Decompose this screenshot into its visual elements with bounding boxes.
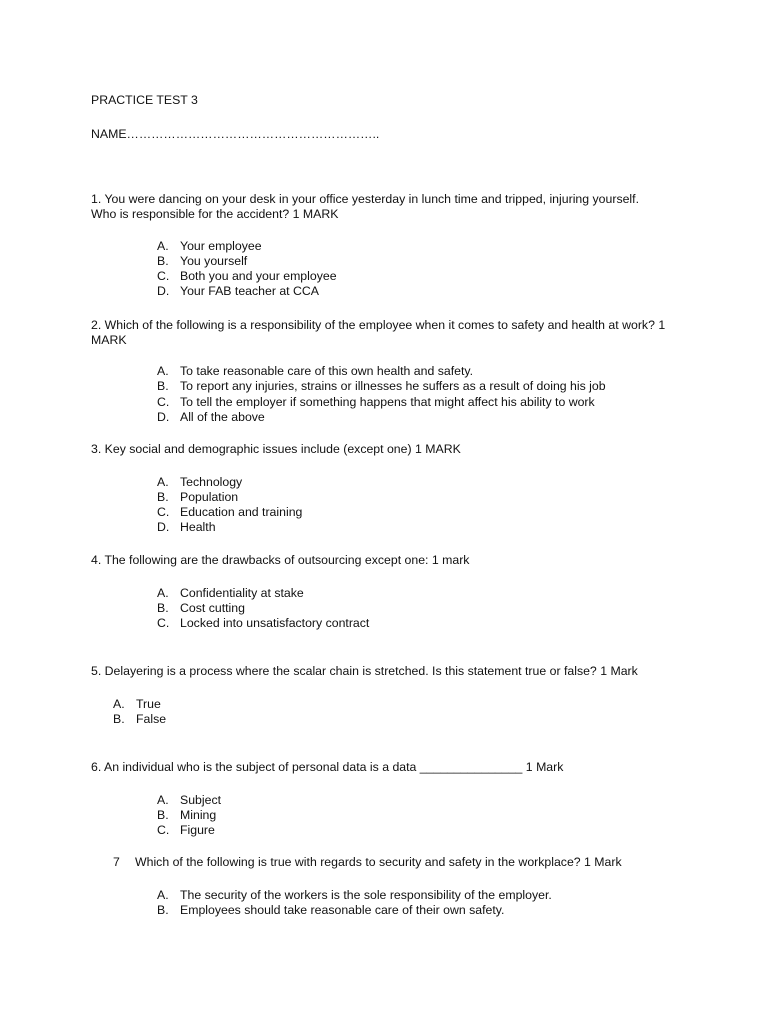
option-text: False bbox=[136, 712, 167, 726]
option-text: Health bbox=[180, 520, 216, 534]
answer-option bbox=[157, 269, 337, 284]
option-text: All of the above bbox=[180, 410, 265, 424]
option-text: Locked into unsatisfactory contract bbox=[180, 616, 370, 630]
answer-option bbox=[157, 520, 216, 535]
answer-option bbox=[157, 616, 369, 631]
option-text: Technology bbox=[180, 475, 243, 489]
option-letter: B. bbox=[157, 808, 169, 822]
question-text: 1. You were dancing on your desk in your office yesterday in lunch time and tripped, injuring yourself. bbox=[91, 192, 639, 206]
answer-option bbox=[157, 505, 302, 520]
option-text: To report any injuries, strains or illnesses he suffers as a result of doing his job bbox=[180, 379, 606, 393]
question-text: Who is responsible for the accident? 1 MARK bbox=[91, 207, 339, 221]
option-letter: B. bbox=[157, 601, 169, 615]
option-letter: C. bbox=[157, 823, 170, 837]
question-number: 7 bbox=[113, 855, 120, 869]
answer-option bbox=[157, 239, 262, 254]
name-field-line: NAME…………………………………………………….. bbox=[91, 127, 380, 141]
option-letter: B. bbox=[113, 712, 125, 726]
option-letter: C. bbox=[157, 505, 170, 519]
option-letter: A. bbox=[157, 239, 169, 253]
answer-option bbox=[157, 364, 473, 379]
option-letter: A. bbox=[157, 586, 169, 600]
option-letter: C. bbox=[157, 395, 170, 409]
option-text: Confidentiality at stake bbox=[180, 586, 304, 600]
option-letter: B. bbox=[157, 379, 169, 393]
answer-option bbox=[113, 712, 166, 727]
option-text: Both you and your employee bbox=[180, 269, 337, 283]
option-letter: B. bbox=[157, 254, 169, 268]
option-text: To tell the employer if something happens that might affect his ability to work bbox=[180, 395, 595, 409]
option-letter: D. bbox=[157, 410, 170, 424]
option-text: Subject bbox=[180, 793, 222, 807]
option-letter: A. bbox=[157, 793, 169, 807]
answer-option bbox=[157, 490, 238, 505]
question-text: 4. The following are the drawbacks of outsourcing except one: 1 mark bbox=[91, 553, 470, 567]
answer-option bbox=[113, 697, 161, 712]
option-letter: D. bbox=[157, 284, 170, 298]
page-title: PRACTICE TEST 3 bbox=[91, 93, 198, 107]
option-text: Education and training bbox=[180, 505, 303, 519]
option-letter: C. bbox=[157, 269, 170, 283]
option-text: To take reasonable care of this own health and safety. bbox=[180, 364, 474, 378]
option-text: True bbox=[136, 697, 161, 711]
option-text: Cost cutting bbox=[180, 601, 245, 615]
answer-option bbox=[157, 586, 304, 601]
option-text: Employees should take reasonable care of their own safety. bbox=[180, 903, 505, 917]
question-text: 6. An individual who is the subject of personal data is a data _______________ 1 Mark bbox=[91, 760, 564, 774]
answer-option bbox=[157, 823, 215, 838]
answer-option bbox=[157, 395, 595, 410]
option-letter: A. bbox=[113, 697, 125, 711]
option-text: Your FAB teacher at CCA bbox=[180, 284, 319, 298]
option-text: Population bbox=[180, 490, 239, 504]
answer-option bbox=[157, 254, 247, 269]
answer-option bbox=[157, 903, 504, 918]
question-text: 2. Which of the following is a responsibility of the employee when it comes to safety and health at work? 1 bbox=[91, 318, 666, 332]
question-text: Which of the following is true with regards to security and safety in the workplace? 1 Mark bbox=[135, 855, 622, 869]
question-text: MARK bbox=[91, 333, 127, 347]
option-letter: A. bbox=[157, 475, 169, 489]
answer-option bbox=[157, 284, 319, 299]
option-text: You yourself bbox=[180, 254, 248, 268]
option-text: Mining bbox=[180, 808, 217, 822]
option-letter: B. bbox=[157, 903, 169, 917]
option-letter: B. bbox=[157, 490, 169, 504]
question-text: 5. Delayering is a process where the scalar chain is stretched. Is this statement true or false? 1 Mark bbox=[91, 664, 638, 678]
option-text: Figure bbox=[180, 823, 215, 837]
option-letter: A. bbox=[157, 364, 169, 378]
option-letter: C. bbox=[157, 616, 170, 630]
answer-option bbox=[157, 601, 245, 616]
option-letter: D. bbox=[157, 520, 170, 534]
answer-option bbox=[157, 793, 221, 808]
answer-option bbox=[157, 410, 265, 425]
option-letter: A. bbox=[157, 888, 169, 902]
answer-option bbox=[157, 475, 242, 490]
answer-option bbox=[157, 808, 216, 823]
answer-option bbox=[157, 888, 552, 903]
option-text: The security of the workers is the sole responsibility of the employer. bbox=[180, 888, 552, 902]
option-text: Your employee bbox=[180, 239, 262, 253]
answer-option bbox=[157, 379, 606, 394]
question-text: 3. Key social and demographic issues include (except one) 1 MARK bbox=[91, 442, 461, 456]
